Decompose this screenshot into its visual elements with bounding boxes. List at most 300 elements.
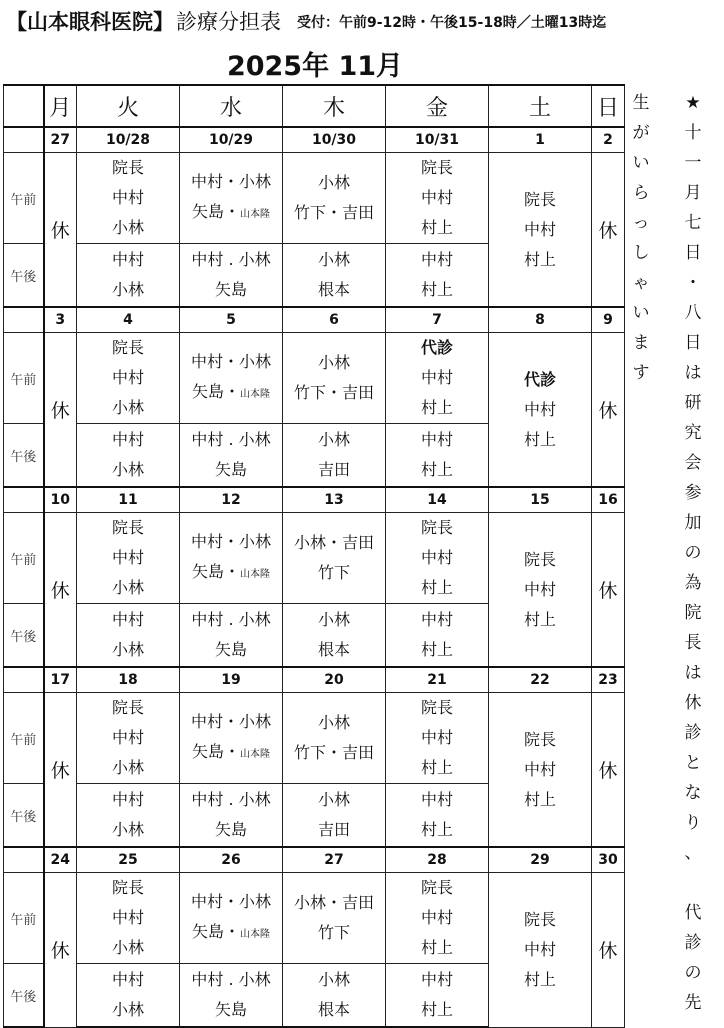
am-row	[4, 873, 625, 964]
staff-name: 小林	[317, 713, 350, 732]
date-cell: 6	[283, 307, 386, 333]
staff-name: 竹下	[317, 923, 350, 942]
notice-glyph: っ	[632, 213, 650, 233]
staff-name: 中村	[420, 790, 453, 809]
staff-name: 小林	[111, 280, 144, 299]
staff-name: 矢島・	[191, 741, 240, 761]
staff-name: 矢島	[214, 820, 247, 839]
notice-glyph: し	[632, 243, 650, 263]
cell-lines	[386, 333, 488, 423]
staff-name: 小林	[317, 970, 350, 989]
staff-name: 吉田	[317, 460, 350, 479]
thu-am	[283, 873, 386, 964]
cell-lines	[77, 513, 179, 603]
cell-lines	[180, 425, 282, 485]
date-row-corner	[4, 847, 44, 873]
cell-lines	[386, 605, 488, 665]
tue-am	[77, 693, 180, 784]
cell-lines	[283, 708, 385, 768]
notice-glyph: 加	[684, 513, 702, 533]
date-cell: 10/30	[283, 127, 386, 153]
cell-lines	[180, 245, 282, 305]
staff-name: 中村	[111, 188, 144, 207]
notice-glyph: 研	[684, 393, 702, 413]
closed-sun: 休	[592, 513, 625, 668]
month-title: 2025年 11月	[226, 51, 404, 82]
cell-lines	[180, 347, 282, 410]
cell-lines	[180, 707, 282, 770]
document-title: 診療分担表	[176, 10, 281, 34]
staff-name: 村上	[420, 578, 453, 597]
cell-lines	[386, 785, 488, 845]
staff-name: 村上	[420, 218, 453, 237]
cell-lines	[386, 245, 488, 305]
notice-glyph: 七	[684, 213, 702, 233]
staff-name: 中村	[111, 430, 144, 449]
notice-glyph: 、	[684, 843, 702, 863]
staff-name: 小林	[111, 640, 144, 659]
staff-name: 院長	[111, 698, 144, 717]
notice-glyph: ゃ	[632, 273, 650, 293]
notice-glyph: と	[684, 753, 702, 773]
staff-name: 中村	[111, 970, 144, 989]
staff-name-small: 山本隆	[240, 928, 270, 940]
thu-am	[283, 333, 386, 424]
slot-label-am: 午前	[4, 333, 44, 424]
date-cell: 10/31	[386, 127, 489, 153]
notice-glyph: 日	[684, 243, 702, 263]
staff-name: 院長	[523, 909, 556, 929]
staff-name: 院長	[523, 729, 556, 749]
staff-name: 小林	[317, 790, 350, 809]
sat-cell	[489, 333, 592, 488]
date-row	[4, 847, 625, 873]
notice-glyph: 一	[684, 153, 702, 173]
day-name-wed: 水	[180, 85, 283, 127]
cell-lines	[386, 153, 488, 243]
wed-am	[180, 333, 283, 424]
notice-glyph: ・	[684, 273, 702, 293]
date-cell: 10/29	[180, 127, 283, 153]
notice-glyph: り	[684, 813, 702, 833]
thu-pm	[283, 964, 386, 1028]
day-name-row	[4, 85, 625, 127]
date-row	[4, 307, 625, 333]
cell-lines	[180, 605, 282, 665]
cell-lines	[283, 425, 385, 485]
staff-name: 院長	[420, 158, 453, 177]
cell-lines	[386, 693, 488, 783]
tue-pm	[77, 244, 180, 308]
cell-lines	[283, 605, 385, 665]
cell-lines	[77, 333, 179, 423]
thu-pm	[283, 244, 386, 308]
tue-am	[77, 153, 180, 244]
notice-glyph: 休	[684, 693, 702, 713]
cell-lines	[283, 245, 385, 305]
fri-pm	[386, 604, 489, 668]
staff-name: 村上	[420, 398, 453, 417]
staff-name: 根本	[317, 280, 350, 299]
wed-pm	[180, 424, 283, 488]
notice-glyph: の	[684, 543, 702, 563]
staff-name: 小林	[111, 1000, 144, 1019]
staff-name: 村上	[420, 938, 453, 957]
clinic-name: 【山本眼科医院】	[6, 10, 174, 34]
fri-pm	[386, 784, 489, 848]
staff-name: 中村 . 小林	[191, 430, 271, 449]
notice-glyph: 月	[684, 183, 702, 203]
staff-name: 小林	[111, 218, 144, 237]
slot-label-pm: 午後	[4, 244, 44, 308]
date-cell: 8	[489, 307, 592, 333]
staff-name: 代診	[420, 338, 453, 357]
notice-glyph: 十	[684, 123, 702, 143]
cell-lines	[283, 348, 385, 408]
staff-name: 中村 . 小林	[191, 250, 271, 269]
cell-lines	[283, 888, 385, 948]
thu-am	[283, 153, 386, 244]
date-cell: 9	[592, 307, 625, 333]
staff-name: 竹下・吉田	[293, 203, 374, 222]
staff-name: 小林	[317, 173, 350, 192]
staff-name: 竹下・吉田	[293, 383, 374, 402]
notice-glyph: の	[684, 963, 702, 983]
closed-sun: 休	[592, 873, 625, 1028]
notice-glyph: い	[632, 303, 650, 323]
staff-name: 中村	[420, 548, 453, 567]
notice-glyph: い	[632, 153, 650, 173]
notice-glyph: 院	[684, 603, 702, 623]
date-cell: 19	[180, 667, 283, 693]
tue-am	[77, 873, 180, 964]
cell-lines	[386, 513, 488, 603]
fri-am	[386, 333, 489, 424]
date-cell: 16	[592, 487, 625, 513]
cell-lines	[180, 965, 282, 1025]
date-cell: 5	[180, 307, 283, 333]
staff-name: 小林	[111, 398, 144, 417]
staff-name: 村上	[420, 460, 453, 479]
staff-line	[180, 197, 282, 230]
am-row	[4, 513, 625, 604]
staff-name: 村上	[523, 609, 556, 629]
staff-name: 中村	[111, 548, 144, 567]
cell-lines	[283, 965, 385, 1025]
date-cell: 26	[180, 847, 283, 873]
staff-name: 村上	[523, 249, 556, 269]
notice-glyph: 究	[684, 423, 702, 443]
wed-pm	[180, 964, 283, 1028]
staff-name: 中村	[523, 579, 556, 599]
staff-name: 中村・小林	[190, 531, 271, 551]
closed-mon: 休	[44, 333, 77, 488]
staff-name: 中村	[420, 610, 453, 629]
staff-name: 小林	[111, 820, 144, 839]
notice-glyph: ま	[632, 333, 650, 353]
staff-name: 竹下	[317, 563, 350, 582]
day-name-thu: 木	[283, 85, 386, 127]
cell-lines	[489, 545, 591, 635]
staff-name: 中村・小林	[190, 351, 271, 371]
reception-hours: 受付：午前9-12時・午後15-18時／土曜13時迄	[297, 15, 607, 31]
date-cell: 20	[283, 667, 386, 693]
fri-pm	[386, 964, 489, 1028]
cell-lines	[489, 725, 591, 815]
date-cell: 2	[592, 127, 625, 153]
notice-column-2	[628, 88, 654, 388]
staff-name: 矢島	[214, 640, 247, 659]
wed-am	[180, 693, 283, 784]
fri-am	[386, 153, 489, 244]
closed-sun: 休	[592, 333, 625, 488]
cell-lines	[283, 785, 385, 845]
staff-name: 村上	[523, 969, 556, 989]
wed-am	[180, 513, 283, 604]
fri-am	[386, 513, 489, 604]
staff-name-small: 山本隆	[240, 388, 270, 400]
cell-lines	[77, 873, 179, 963]
staff-name: 矢島	[214, 460, 247, 479]
slot-label-pm: 午後	[4, 424, 44, 488]
notice-glyph: 八	[684, 303, 702, 323]
staff-name: 吉田	[317, 820, 350, 839]
slot-label-pm: 午後	[4, 604, 44, 668]
cell-lines	[180, 527, 282, 590]
fri-am	[386, 693, 489, 784]
date-cell: 22	[489, 667, 592, 693]
day-name-sun: 日	[592, 85, 625, 127]
staff-name: 中村・小林	[190, 891, 271, 911]
closed-mon: 休	[44, 873, 77, 1028]
notice-glyph: ★	[685, 93, 701, 113]
staff-name-small: 山本隆	[240, 748, 270, 760]
staff-name: 矢島・	[191, 921, 240, 941]
staff-name: 村上	[420, 1000, 453, 1019]
fri-am	[386, 873, 489, 964]
sat-cell	[489, 873, 592, 1028]
staff-name: 中村 . 小林	[191, 970, 271, 989]
am-row	[4, 693, 625, 784]
date-cell: 12	[180, 487, 283, 513]
staff-name: 中村	[111, 790, 144, 809]
date-cell: 10/28	[77, 127, 180, 153]
staff-name: 中村	[111, 908, 144, 927]
staff-name: 院長	[111, 158, 144, 177]
date-row	[4, 127, 625, 153]
staff-name: 代診	[523, 369, 556, 389]
date-cell: 11	[77, 487, 180, 513]
tue-am	[77, 513, 180, 604]
cell-lines	[283, 168, 385, 228]
staff-name: 中村	[523, 399, 556, 419]
slot-label-am: 午前	[4, 153, 44, 244]
staff-name: 小林・吉田	[293, 533, 374, 552]
date-cell: 21	[386, 667, 489, 693]
staff-name: 中村	[420, 188, 453, 207]
staff-name: 村上	[420, 280, 453, 299]
staff-name: 院長	[111, 338, 144, 357]
date-row-corner	[4, 307, 44, 333]
staff-name: 中村	[111, 250, 144, 269]
staff-line	[180, 737, 282, 770]
notice-glyph: な	[684, 783, 702, 803]
staff-name: 中村・小林	[190, 711, 271, 731]
staff-name: 矢島	[214, 280, 247, 299]
notice-glyph: が	[632, 123, 650, 143]
staff-name: 村上	[523, 789, 556, 809]
cell-lines	[77, 245, 179, 305]
cell-lines	[180, 167, 282, 230]
staff-name: 中村	[523, 219, 556, 239]
notice-glyph: ら	[632, 183, 650, 203]
thu-pm	[283, 784, 386, 848]
cell-lines	[489, 365, 591, 455]
staff-name: 矢島・	[191, 201, 240, 221]
staff-name: 矢島・	[191, 381, 240, 401]
notice-glyph: は	[684, 663, 702, 683]
thu-am	[283, 513, 386, 604]
notice-glyph: 代	[684, 903, 702, 923]
staff-name: 根本	[317, 1000, 350, 1019]
date-cell: 18	[77, 667, 180, 693]
cell-lines	[283, 528, 385, 588]
notice-glyph: 長	[684, 633, 702, 653]
date-row-corner	[4, 667, 44, 693]
staff-name: 中村	[111, 610, 144, 629]
notice-glyph: 先	[684, 993, 702, 1013]
am-row	[4, 153, 625, 244]
closed-mon: 休	[44, 693, 77, 848]
staff-line	[180, 557, 282, 590]
staff-name: 院長	[523, 189, 556, 209]
staff-name: 中村	[420, 430, 453, 449]
thu-pm	[283, 424, 386, 488]
wed-pm	[180, 604, 283, 668]
staff-name: 中村	[111, 368, 144, 387]
date-cell: 4	[77, 307, 180, 333]
tue-am	[77, 333, 180, 424]
slot-label-pm: 午後	[4, 784, 44, 848]
staff-name: 矢島・	[191, 561, 240, 581]
date-cell: 3	[44, 307, 77, 333]
cell-lines	[489, 185, 591, 275]
wed-am	[180, 153, 283, 244]
staff-name: 小林	[317, 353, 350, 372]
thu-am	[283, 693, 386, 784]
staff-name: 中村	[420, 368, 453, 387]
cell-lines	[489, 905, 591, 995]
date-row	[4, 487, 625, 513]
staff-name: 小林・吉田	[293, 893, 374, 912]
tue-pm	[77, 604, 180, 668]
fri-pm	[386, 244, 489, 308]
date-cell: 7	[386, 307, 489, 333]
sat-cell	[489, 693, 592, 848]
schedule-table	[3, 84, 625, 1028]
date-cell: 27	[44, 127, 77, 153]
staff-name-small: 山本隆	[240, 568, 270, 580]
cell-lines	[386, 873, 488, 963]
date-cell: 27	[283, 847, 386, 873]
staff-name: 院長	[420, 878, 453, 897]
date-row	[4, 667, 625, 693]
sat-cell	[489, 153, 592, 308]
notice-glyph: 診	[684, 723, 702, 743]
staff-name: 院長	[420, 518, 453, 537]
staff-name: 竹下・吉田	[293, 743, 374, 762]
cell-lines	[77, 693, 179, 783]
staff-name: 中村	[523, 759, 556, 779]
date-cell: 25	[77, 847, 180, 873]
date-cell: 1	[489, 127, 592, 153]
day-name-tue: 火	[77, 85, 180, 127]
date-cell: 17	[44, 667, 77, 693]
cell-lines	[77, 605, 179, 665]
cell-lines	[77, 785, 179, 845]
notice-glyph: 為	[684, 573, 702, 593]
notice-column-1	[680, 88, 706, 1018]
cell-lines	[77, 153, 179, 243]
staff-name: 中村・小林	[190, 171, 271, 191]
staff-name-small: 山本隆	[240, 208, 270, 220]
staff-name: 村上	[420, 640, 453, 659]
slot-label-am: 午前	[4, 693, 44, 784]
cell-lines	[180, 785, 282, 845]
cell-lines	[386, 425, 488, 485]
tue-pm	[77, 784, 180, 848]
staff-name: 小林	[317, 430, 350, 449]
notice-glyph: 診	[684, 933, 702, 953]
staff-name: 村上	[420, 758, 453, 777]
date-cell: 28	[386, 847, 489, 873]
staff-line	[180, 917, 282, 950]
date-cell: 13	[283, 487, 386, 513]
staff-line	[180, 377, 282, 410]
notice-glyph: 参	[684, 483, 702, 503]
notice-glyph: 日	[684, 333, 702, 353]
staff-name: 院長	[523, 549, 556, 569]
staff-name: 院長	[111, 518, 144, 537]
staff-name: 村上	[420, 820, 453, 839]
day-name-fri: 金	[386, 85, 489, 127]
staff-name: 中村 . 小林	[191, 610, 271, 629]
staff-name: 中村	[420, 970, 453, 989]
notice-glyph: は	[684, 363, 702, 383]
am-row	[4, 333, 625, 424]
staff-name: 小林	[111, 938, 144, 957]
notice-glyph: 会	[684, 453, 702, 473]
notice-vertical	[628, 88, 720, 1013]
closed-sun: 休	[592, 693, 625, 848]
tue-pm	[77, 964, 180, 1028]
slot-label-pm: 午後	[4, 964, 44, 1028]
staff-name: 小林	[317, 610, 350, 629]
staff-name: 中村 . 小林	[191, 790, 271, 809]
corner-cell	[4, 85, 44, 127]
header	[6, 6, 606, 36]
date-cell: 23	[592, 667, 625, 693]
date-cell: 24	[44, 847, 77, 873]
cell-lines	[180, 887, 282, 950]
staff-name: 中村	[420, 250, 453, 269]
date-cell: 10	[44, 487, 77, 513]
date-cell: 30	[592, 847, 625, 873]
staff-name: 小林	[317, 250, 350, 269]
slot-label-am: 午前	[4, 513, 44, 604]
slot-label-am: 午前	[4, 873, 44, 964]
staff-name: 中村	[420, 728, 453, 747]
